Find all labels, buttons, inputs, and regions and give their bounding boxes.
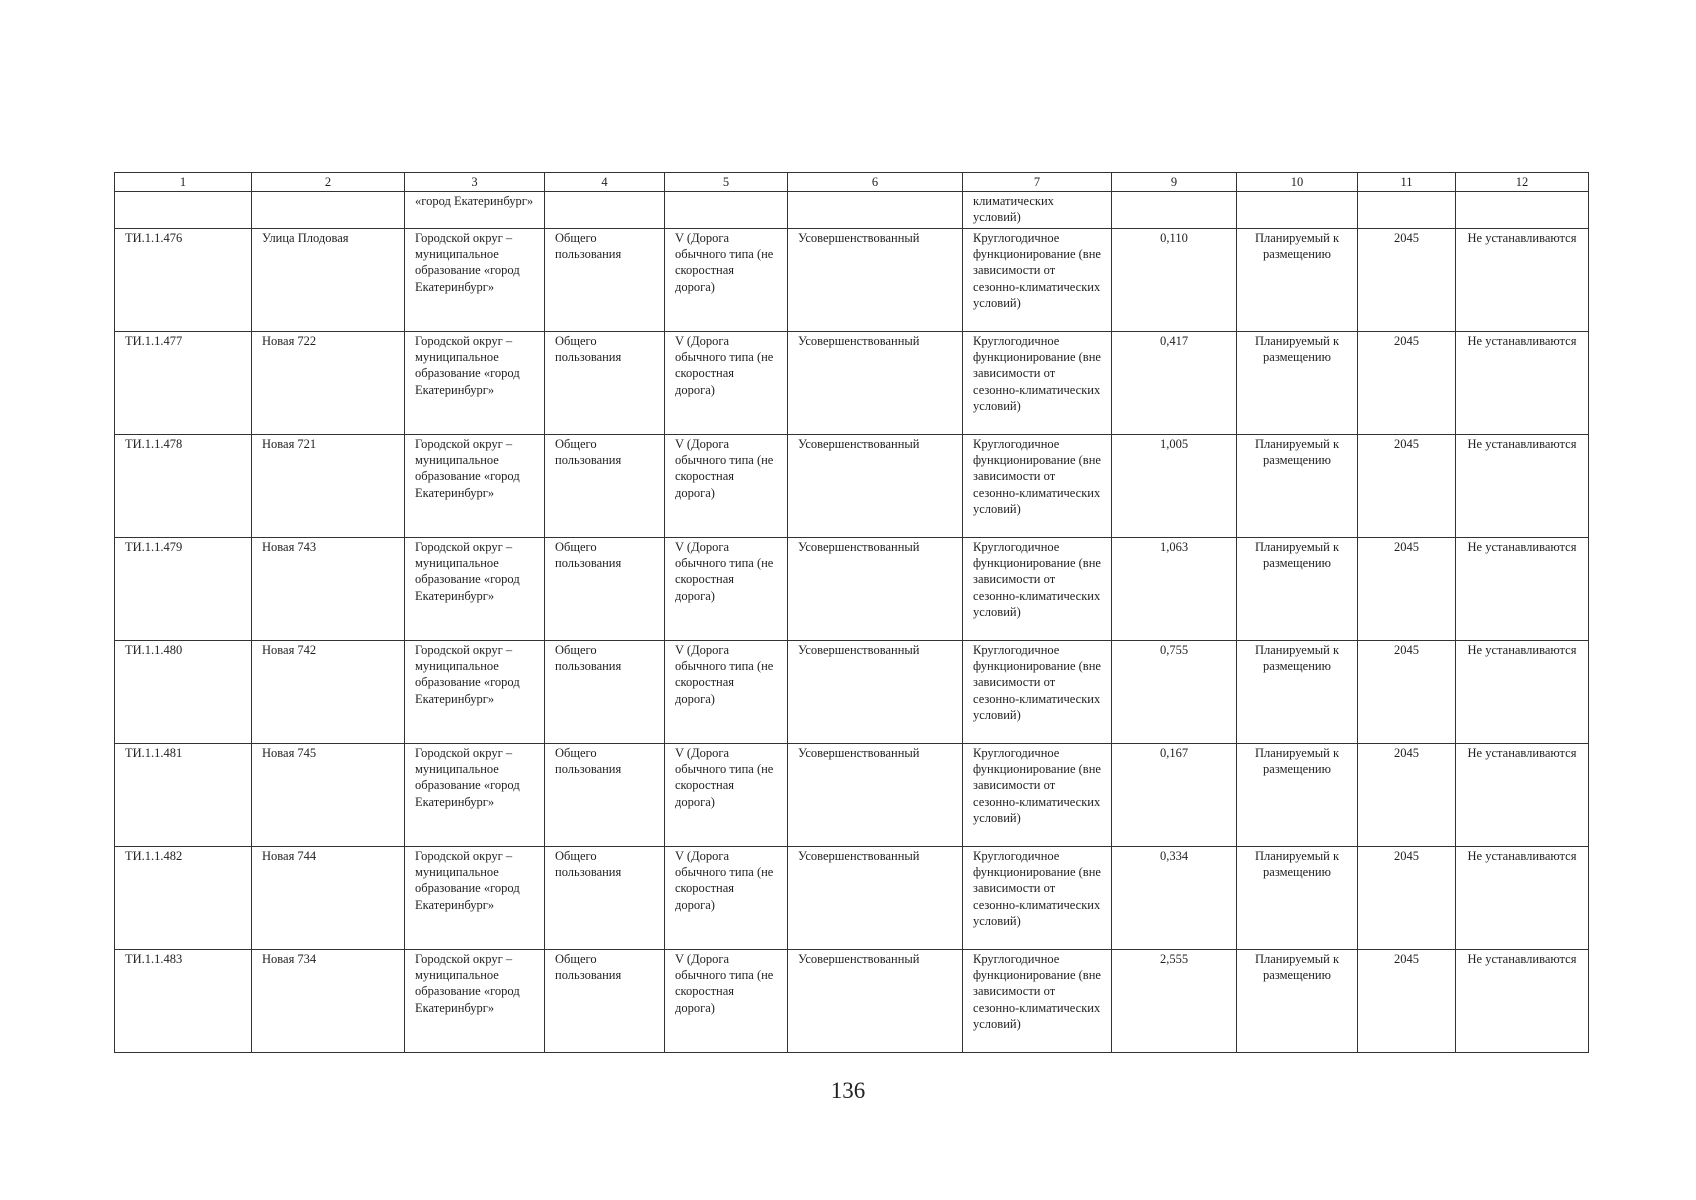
cell-year: 2045 [1358,847,1456,950]
cell-zones: Не устанавливаются [1456,332,1589,435]
table-header [115,173,1589,192]
cell-surface: Усовершенствованный [788,847,963,950]
cell-zones: Не устанавливаются [1456,229,1589,332]
column-header-10: 10 [1237,173,1358,192]
cell-length: 0,167 [1112,744,1237,847]
column-header-1: 1 [115,173,252,192]
cell-name: Улица Плодовая [252,229,405,332]
page-number: 136 [830,1078,866,1103]
cell-mode: Круглогодичное функционирование (вне зависимости от сезонно-климатических условий) [963,950,1112,1053]
cell-municipality: Городской округ – муниципальное образование «город Екатеринбург» [405,641,545,744]
cell-mode: Круглогодичное функционирование (вне зависимости от сезонно-климатических условий) [963,229,1112,332]
cell-id: ТИ.1.1.483 [115,950,252,1053]
cell-surface: Усовершенствованный [788,744,963,847]
table-cell: «город Екатеринбург» [405,192,545,229]
cell-id: ТИ.1.1.476 [115,229,252,332]
column-header-6: 6 [788,173,963,192]
cell-name: Новая 721 [252,435,405,538]
cell-mode: Круглогодичное функционирование (вне зависимости от сезонно-климатических условий) [963,847,1112,950]
cell-purpose: Общего пользования [545,229,665,332]
cell-length: 1,005 [1112,435,1237,538]
cell-mode: Круглогодичное функционирование (вне зависимости от сезонно-климатических условий) [963,641,1112,744]
cell-category: V (Дорога обычного типа (не скоростная дорога) [665,435,788,538]
column-header-3: 3 [405,173,545,192]
cell-year: 2045 [1358,538,1456,641]
cell-purpose: Общего пользования [545,332,665,435]
table-row [115,229,1589,332]
cell-purpose: Общего пользования [545,950,665,1053]
continuation-row [115,192,1589,229]
cell-mode: Круглогодичное функционирование (вне зависимости от сезонно-климатических условий) [963,332,1112,435]
cell-category: V (Дорога обычного типа (не скоростная дорога) [665,847,788,950]
cell-name: Новая 744 [252,847,405,950]
cell-surface: Усовершенствованный [788,538,963,641]
table-row [115,744,1589,847]
cell-category: V (Дорога обычного типа (не скоростная дорога) [665,229,788,332]
header-row [115,173,1589,192]
cell-mode: Круглогодичное функционирование (вне зависимости от сезонно-климатических условий) [963,744,1112,847]
column-header-2: 2 [252,173,405,192]
cell-name: Новая 742 [252,641,405,744]
cell-municipality: Городской округ – муниципальное образование «город Екатеринбург» [405,847,545,950]
cell-length: 0,334 [1112,847,1237,950]
table-row [115,332,1589,435]
cell-length: 0,110 [1112,229,1237,332]
cell-surface: Усовершенствованный [788,950,963,1053]
table-cell [665,192,788,229]
cell-year: 2045 [1358,435,1456,538]
cell-id: ТИ.1.1.478 [115,435,252,538]
table-row [115,950,1589,1053]
cell-mode: Круглогодичное функционирование (вне зависимости от сезонно-климатических условий) [963,538,1112,641]
cell-purpose: Общего пользования [545,538,665,641]
cell-zones: Не устанавливаются [1456,435,1589,538]
table-cell: климатических условий) [963,192,1112,229]
cell-status: Планируемый к размещению [1237,538,1358,641]
cell-zones: Не устанавливаются [1456,950,1589,1053]
cell-category: V (Дорога обычного типа (не скоростная дорога) [665,538,788,641]
column-header-5: 5 [665,173,788,192]
cell-surface: Усовершенствованный [788,641,963,744]
cell-category: V (Дорога обычного типа (не скоростная дорога) [665,332,788,435]
table-cell [1112,192,1237,229]
cell-year: 2045 [1358,950,1456,1053]
table-row [115,538,1589,641]
cell-category: V (Дорога обычного типа (не скоростная дорога) [665,744,788,847]
cell-length: 2,555 [1112,950,1237,1053]
cell-name: Новая 745 [252,744,405,847]
table-row [115,435,1589,538]
cell-zones: Не устанавливаются [1456,641,1589,744]
cell-status: Планируемый к размещению [1237,332,1358,435]
cell-year: 2045 [1358,744,1456,847]
cell-purpose: Общего пользования [545,641,665,744]
road-registry-table [114,172,1589,1053]
cell-municipality: Городской округ – муниципальное образование «город Екатеринбург» [405,744,545,847]
cell-municipality: Городской округ – муниципальное образование «город Екатеринбург» [405,538,545,641]
cell-status: Планируемый к размещению [1237,435,1358,538]
cell-zones: Не устанавливаются [1456,538,1589,641]
cell-id: ТИ.1.1.477 [115,332,252,435]
table-cell [115,192,252,229]
cell-surface: Усовершенствованный [788,435,963,538]
table-row [115,641,1589,744]
column-header-9: 9 [1112,173,1237,192]
cell-name: Новая 722 [252,332,405,435]
cell-municipality: Городской округ – муниципальное образование «город Екатеринбург» [405,435,545,538]
cell-municipality: Городской округ – муниципальное образование «город Екатеринбург» [405,950,545,1053]
cell-category: V (Дорога обычного типа (не скоростная дорога) [665,950,788,1053]
cell-zones: Не устанавливаются [1456,847,1589,950]
cell-id: ТИ.1.1.481 [115,744,252,847]
cell-length: 0,417 [1112,332,1237,435]
cell-length: 1,063 [1112,538,1237,641]
table-body [115,192,1589,1053]
table-cell [1237,192,1358,229]
cell-name: Новая 734 [252,950,405,1053]
cell-id: ТИ.1.1.480 [115,641,252,744]
column-header-4: 4 [545,173,665,192]
cell-status: Планируемый к размещению [1237,229,1358,332]
cell-year: 2045 [1358,641,1456,744]
cell-purpose: Общего пользования [545,744,665,847]
cell-mode: Круглогодичное функционирование (вне зависимости от сезонно-климатических условий) [963,435,1112,538]
table-cell [788,192,963,229]
table-row [115,847,1589,950]
cell-id: ТИ.1.1.482 [115,847,252,950]
cell-surface: Усовершенствованный [788,229,963,332]
column-header-7: 7 [963,173,1112,192]
cell-name: Новая 743 [252,538,405,641]
cell-purpose: Общего пользования [545,435,665,538]
table-cell [1358,192,1456,229]
table-cell [252,192,405,229]
cell-status: Планируемый к размещению [1237,847,1358,950]
column-header-12: 12 [1456,173,1589,192]
cell-status: Планируемый к размещению [1237,744,1358,847]
cell-id: ТИ.1.1.479 [115,538,252,641]
cell-municipality: Городской округ – муниципальное образование «город Екатеринбург» [405,332,545,435]
cell-year: 2045 [1358,332,1456,435]
cell-status: Планируемый к размещению [1237,950,1358,1053]
cell-status: Планируемый к размещению [1237,641,1358,744]
cell-year: 2045 [1358,229,1456,332]
column-header-11: 11 [1358,173,1456,192]
cell-category: V (Дорога обычного типа (не скоростная дорога) [665,641,788,744]
cell-zones: Не устанавливаются [1456,744,1589,847]
cell-length: 0,755 [1112,641,1237,744]
cell-municipality: Городской округ – муниципальное образование «город Екатеринбург» [405,229,545,332]
table-cell [545,192,665,229]
cell-purpose: Общего пользования [545,847,665,950]
cell-surface: Усовершенствованный [788,332,963,435]
table-cell [1456,192,1589,229]
